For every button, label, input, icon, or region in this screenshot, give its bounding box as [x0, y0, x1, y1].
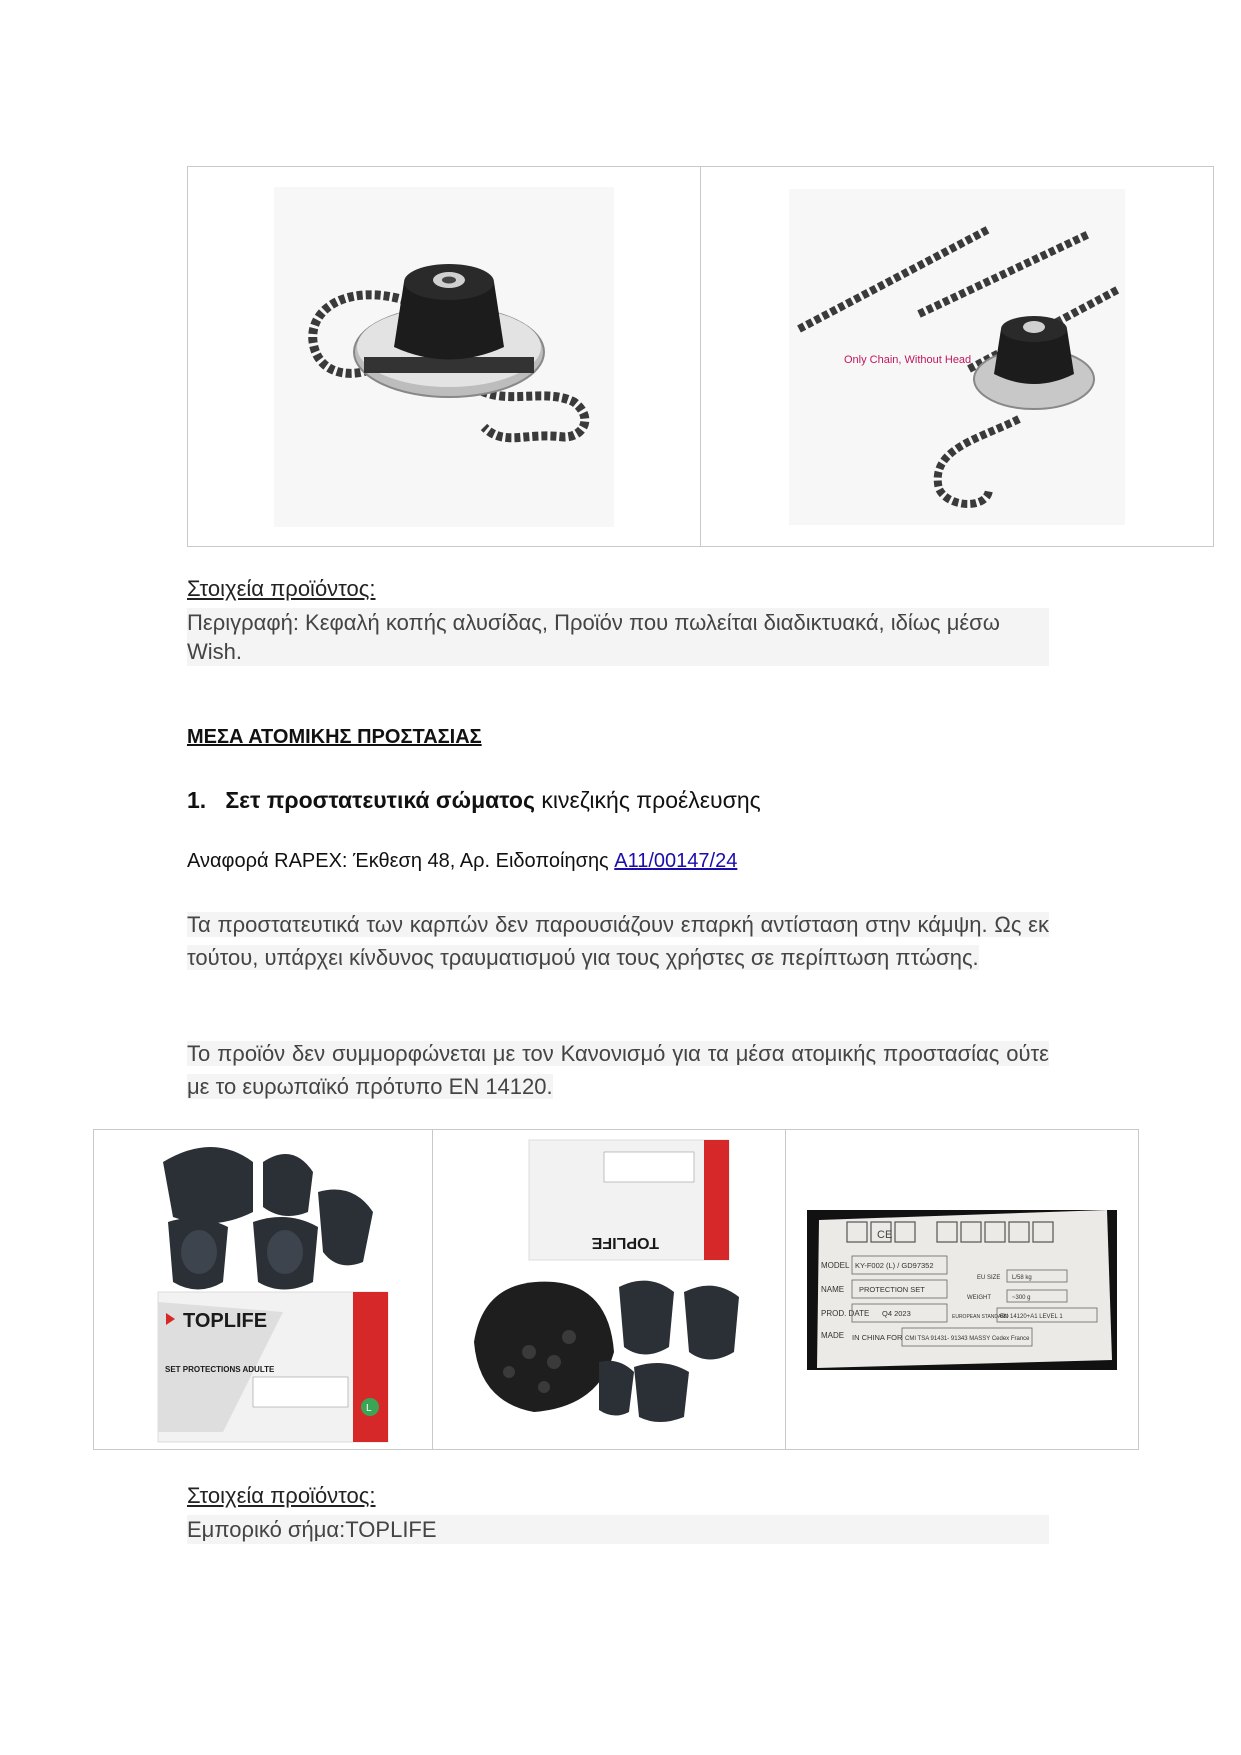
- label-value-date: Q4 2023: [881, 1308, 911, 1318]
- product1-image-cell-1: [188, 167, 701, 547]
- label-value-model: KY-F002 (L) / GD97352: [854, 1260, 934, 1270]
- product1-image-cell-2: [700, 167, 1214, 547]
- chain-only-overlay-text: Only Chain, Without Head: [843, 353, 971, 366]
- label-eu-size: EU SIZE: [976, 1274, 1001, 1281]
- chain-only-image: [789, 189, 1125, 525]
- rapex-reference: [187, 850, 737, 873]
- label-key-model: MODEL: [820, 1260, 850, 1270]
- rapex-prefix: Αναφορά RAPEX: Έκθεση 48, Αρ. Ειδοποίησης: [187, 850, 609, 872]
- product2-image-cell-3: [785, 1130, 1138, 1450]
- product1-details-label: Στοιχεία προϊόντος:: [187, 576, 376, 601]
- label-value-made: IN CHINA FOR: [851, 1332, 903, 1342]
- label-weight: WEIGHT: [966, 1294, 991, 1301]
- risk-paragraph-text: Τα προστατευτικά των καρπών δεν παρουσιάζουν επαρκή αντίσταση στην κάμψη. Ως εκ τούτου, υπάρχει κίνδυνος τραυματισμού για τους χρήστες σε περίπτωση πτώσης.: [187, 912, 1049, 970]
- item-title: [187, 787, 761, 814]
- package-title-text: SET PROTECTIONS ADULTE: [164, 1364, 275, 1374]
- label-key-name: NAME: [820, 1284, 845, 1294]
- risk-paragraph: [187, 908, 1049, 974]
- svg-text:CE: CE: [876, 1228, 893, 1241]
- protection-set-package-image: [103, 1132, 423, 1448]
- label-std-label: EUROPEAN STANDARD: [951, 1313, 1009, 1320]
- item-title-bold: Σετ προστατευτικά σώματος: [225, 787, 535, 813]
- label-weight-val: ~300 g: [1011, 1294, 1031, 1301]
- label-size-val: L/58 kg: [1011, 1274, 1032, 1281]
- rapex-notification-link[interactable]: A11/00147/24: [614, 850, 738, 872]
- item-number: 1.: [187, 787, 207, 813]
- product1-description: Περιγραφή: Κεφαλή κοπής αλυσίδας, Προϊόν που πωλείται διαδικτυακά, ιδίως μέσω Wish.: [187, 608, 1049, 666]
- product2-image-cell-2: [432, 1130, 785, 1450]
- product-label-tag-image: [807, 1210, 1117, 1370]
- product2-details-label: Στοιχεία προϊόντος:: [187, 1483, 376, 1508]
- section-heading: ΜΕΣΑ ΑΤΟΜΙΚΗΣ ΠΡΟΣΤΑΣΙΑΣ: [187, 726, 482, 748]
- label-key-date: PROD. DATE: [820, 1308, 870, 1318]
- package-size-text: L: [365, 1402, 372, 1414]
- item-title-rest: κινεζικής προέλευσης: [541, 787, 761, 813]
- chain-head-image: [274, 187, 614, 527]
- helmet-package-brand-text: TOPLIFE: [591, 1233, 659, 1251]
- product2-image-cell-1: [94, 1130, 433, 1450]
- helmet-and-pads-image: [449, 1132, 769, 1448]
- product2-image-table: [93, 1129, 1139, 1450]
- compliance-paragraph-text: Το προϊόν δεν συμμορφώνεται με τον Κανονισμό για τα μέσα ατομικής προστασίας ούτε με το ευρωπαϊκό πρότυπο EN 14120.: [187, 1041, 1049, 1099]
- label-importer: CMI TSA 91431- 91343 MASSY Cedex France: [904, 1335, 1030, 1342]
- label-std-val: EN 14120+A1 LEVEL 1: [999, 1313, 1063, 1320]
- label-value-name: PROTECTION SET: [858, 1284, 925, 1294]
- product2-brand-line: Εμπορικό σήμα:TOPLIFE: [187, 1515, 1049, 1544]
- label-key-made: MADE: [820, 1330, 845, 1340]
- compliance-paragraph: [187, 1037, 1049, 1103]
- package-brand-text: TOPLIFE: [182, 1309, 267, 1332]
- product1-image-table: [187, 166, 1214, 547]
